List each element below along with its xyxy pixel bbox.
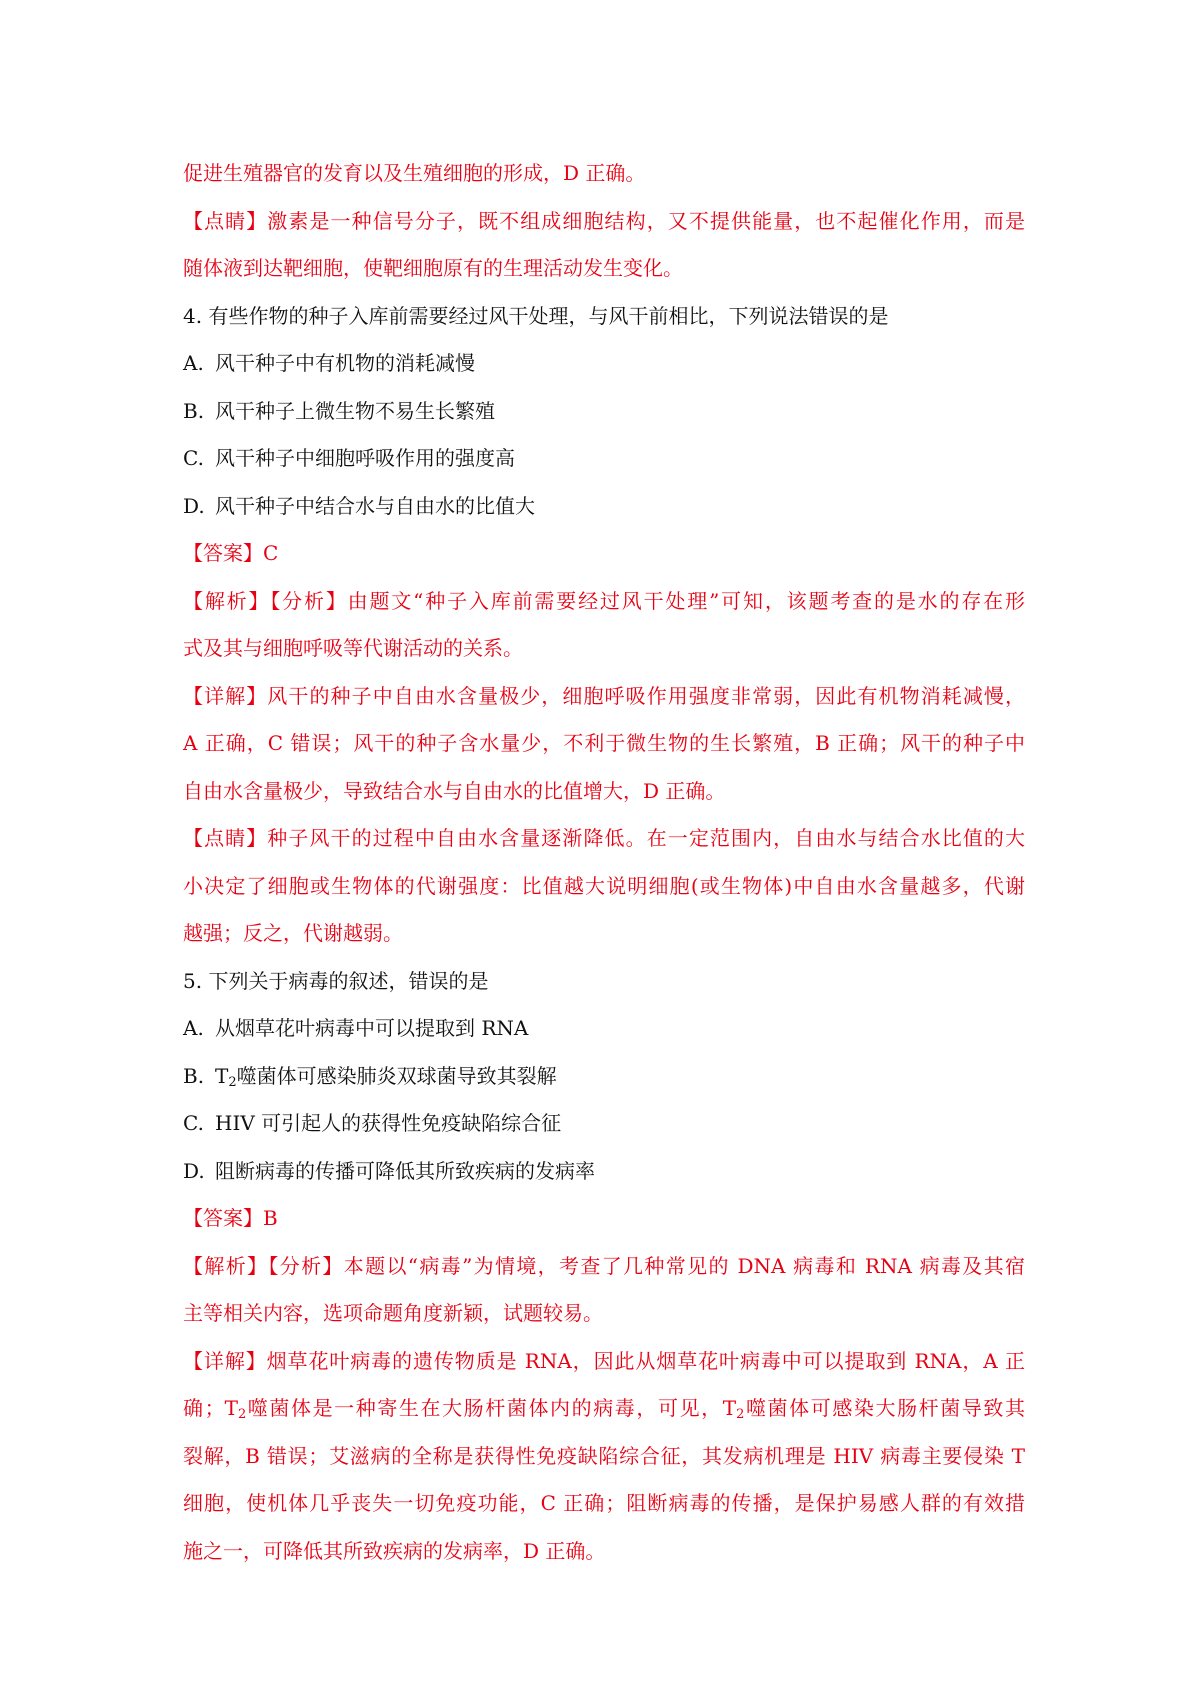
option-5d	[183, 1148, 1025, 1196]
option-text: 阻断病毒的传播可降低其所致疾病的发病率	[215, 1158, 595, 1183]
analysis-line: 主等相关内容，选项命题角度新颖，试题较易。	[183, 1301, 603, 1325]
dianjing-line: 【点睛】种子风干的过程中自由水含量逐渐降低。在一定范围内，自由水与结合水比值的大	[183, 826, 1025, 850]
detail-line: 细胞，使机体几乎丧失一切免疫功能，C 正确；阻断病毒的传播，是保护易感人群的有效措	[183, 1491, 1025, 1515]
option-text: 风干种子中细胞呼吸作用的强度高	[215, 446, 515, 470]
dianjing-line: 【点睛】激素是一种信号分子，既不组成细胞结构，又不提供能量，也不起催化作用，而是	[183, 208, 1025, 233]
option-5b	[183, 1053, 1025, 1101]
option-text: HIV 可引起人的获得性免疫缺陷综合征	[215, 1111, 562, 1135]
text-line: 促进生殖器官的发育以及生殖细胞的形成，D 正确。	[183, 161, 646, 185]
option-text: 风干种子中有机物的消耗减慢	[215, 351, 475, 375]
detail-line	[183, 1385, 1025, 1433]
option-4c	[183, 435, 1025, 483]
option-text: 风干种子上微生物不易生长繁殖	[215, 398, 495, 423]
option-label: A.	[183, 351, 204, 375]
subscript: 2	[228, 1074, 237, 1090]
option-5c	[183, 1100, 1025, 1148]
option-label: B.	[183, 1063, 205, 1088]
subscript: 2	[237, 1407, 247, 1422]
option-text: 风干种子中结合水与自由水的比值大	[215, 493, 535, 518]
analysis-line: 式及其与细胞呼吸等代谢活动的关系。	[183, 636, 523, 660]
option-5a	[183, 1005, 1025, 1053]
question-5: 5. 下列关于病毒的叙述，错误的是	[183, 968, 489, 993]
dianjing-line: 小决定了细胞或生物体的代谢强度：比值越大说明细胞(或生物体)中自由水含量越多，代谢	[183, 873, 1025, 898]
option-text-t: T	[215, 1063, 229, 1088]
detail-line: 裂解，B 错误；艾滋病的全称是获得性免疫缺陷综合征，其发病机理是 HIV 病毒主要侵染 T	[183, 1443, 1025, 1468]
option-4b	[183, 388, 1025, 436]
detail-line: 施之一，可降低其所致疾病的发病率，D 正确。	[183, 1538, 606, 1563]
detail-line: A 正确，C 错误；风干的种子含水量少，不利于微生物的生长繁殖，B 正确；风干的种子中	[183, 731, 1025, 755]
subscript: 2	[736, 1407, 745, 1422]
option-label: D.	[183, 493, 205, 518]
text-line: 随体液到达靶细胞，使靶细胞原有的生理活动发生变化。	[183, 256, 683, 280]
detail-line: 【详解】风干的种子中自由水含量极少，细胞呼吸作用强度非常弱，因此有机物消耗减慢，	[183, 683, 1025, 708]
detail-text: 噬菌体可感染大肠杆菌导致其	[744, 1396, 1026, 1420]
option-4a	[183, 340, 1025, 388]
option-text: 从烟草花叶病毒中可以提取到 RNA	[215, 1016, 529, 1040]
option-label: C.	[183, 1111, 204, 1135]
option-label: C.	[183, 446, 204, 470]
detail-text: 噬菌体是一种寄生在大肠杆菌体内的病毒，可见，T	[246, 1396, 737, 1420]
option-4d	[183, 483, 1025, 531]
detail-text: 确；T	[183, 1396, 238, 1420]
dianjing-line: 越强；反之，代谢越弱。	[183, 921, 403, 945]
answer-4: 【答案】C	[183, 541, 279, 565]
document-page	[183, 150, 1025, 1575]
question-4: 4. 有些作物的种子入库前需要经过风干处理，与风干前相比，下列说法错误的是	[183, 303, 889, 328]
detail-line: 【详解】烟草花叶病毒的遗传物质是 RNA，因此从烟草花叶病毒中可以提取到 RNA，A 正	[183, 1348, 1025, 1373]
detail-line: 自由水含量极少，导致结合水与自由水的比值增大，D 正确。	[183, 778, 726, 803]
analysis-line: 【解析】【分析】由题文“种子入库前需要经过风干处理”可知，该题考查的是水的存在形	[183, 588, 1025, 613]
option-label: B.	[183, 398, 205, 423]
analysis-line: 【解析】【分析】本题以“病毒”为情境，考查了几种常见的 DNA 病毒和 RNA 病毒及其宿	[183, 1253, 1025, 1278]
option-text: 噬菌体可感染肺炎双球菌导致其裂解	[236, 1063, 557, 1088]
answer-5: 【答案】B	[183, 1206, 278, 1230]
option-label: D.	[183, 1158, 205, 1183]
option-label: A.	[183, 1016, 204, 1040]
